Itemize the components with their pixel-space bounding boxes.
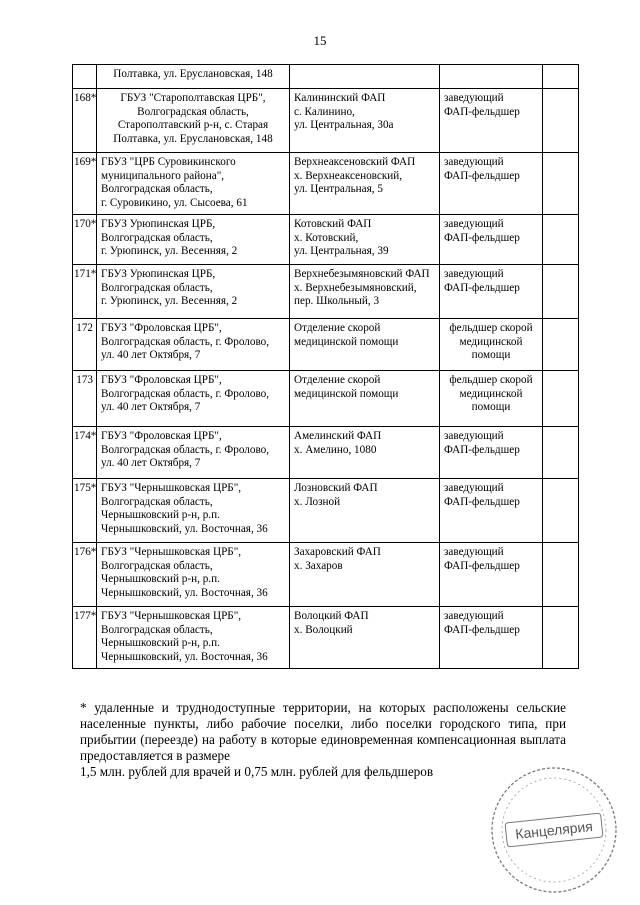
position-cell: заведующий ФАП-фельдшер [440,265,543,319]
table-row [73,427,579,479]
unit-cell [290,65,440,89]
row-number: 168* [73,89,97,153]
extra-cell [543,543,579,607]
position-cell: заведующий ФАП-фельдшер [440,607,543,669]
organization-cell: Полтавка, ул. Еруслановская, 148 [97,65,290,89]
row-number: 176* [73,543,97,607]
position-cell: фельдшер скорой медицинской помощи [440,319,543,371]
extra-cell [543,319,579,371]
footnote-text: * удаленные и труднодоступные территории, на которых расположены сельские населенные пункты, либо рабочие поселки, либо поселки городского типа, при прибытии (переезде) на работу в которые единовременная компенсационная выплата предоставляется в размере [80,700,566,763]
unit-cell: Амелинский ФАП х. Амелино, 1080 [290,427,440,479]
extra-cell [543,153,579,215]
organization-cell: ГБУЗ "Фроловская ЦРБ", Волгоградская область, г. Фролово, ул. 40 лет Октября, 7 [97,371,290,427]
unit-cell: Калининский ФАП с. Калинино, ул. Центральная, 30а [290,89,440,153]
row-number: 177* [73,607,97,669]
extra-cell [543,89,579,153]
row-number: 174* [73,427,97,479]
organization-cell: ГБУЗ "Чернышковская ЦРБ", Волгоградская область, Чернышковский р-н, р.п. Чернышковский, ул. Восточная, 36 [97,607,290,669]
organization-cell: ГБУЗ "Старополтавская ЦРБ", Волгоградская область, Старополтавский р-н, с. Старая Полтавка, ул. Еруслановская, 148 [97,89,290,153]
position-cell: заведующий ФАП-фельдшер [440,215,543,265]
extra-cell [543,371,579,427]
row-number: 173 [73,371,97,427]
table-row [73,265,579,319]
row-number: 175* [73,479,97,543]
unit-cell: Отделение скорой медицинской помощи [290,371,440,427]
extra-cell [543,215,579,265]
table-row [73,65,579,89]
unit-cell: Лозновский ФАП х. Лозной [290,479,440,543]
organization-cell: ГБУЗ "Чернышковская ЦРБ", Волгоградская область, Чернышковский р-н, р.п. Чернышковский, ул. Восточная, 36 [97,479,290,543]
office-stamp [484,760,624,900]
footnote-last-line: 1,5 млн. рублей для врачей и 0,75 млн. рублей для фельдшеров [80,764,434,779]
positions-table [72,64,579,669]
table-row [73,479,579,543]
table-row [73,153,579,215]
extra-cell [543,265,579,319]
row-number: 170* [73,215,97,265]
unit-cell: Верхнебезымяновский ФАП х. Верхнебезымяновский, пер. Школьный, 3 [290,265,440,319]
organization-cell: ГБУЗ "ЦРБ Суровикинского муниципального района", Волгоградская область, г. Суровикино, ул. Сысоева, 61 [97,153,290,215]
organization-cell: ГБУЗ "Фроловская ЦРБ", Волгоградская область, г. Фролово, ул. 40 лет Октября, 7 [97,427,290,479]
extra-cell [543,607,579,669]
unit-cell: Верхнеаксеновский ФАП х. Верхнеаксеновский, ул. Центральная, 5 [290,153,440,215]
extra-cell [543,65,579,89]
unit-cell: Волоцкий ФАП х. Волоцкий [290,607,440,669]
organization-cell: ГБУЗ Урюпинская ЦРБ, Волгоградская область, г. Урюпинск, ул. Весенняя, 2 [97,215,290,265]
row-number [73,65,97,89]
position-cell: заведующий ФАП-фельдшер [440,89,543,153]
table-row [73,371,579,427]
organization-cell: ГБУЗ "Фроловская ЦРБ", Волгоградская область, г. Фролово, ул. 40 лет Октября, 7 [97,319,290,371]
position-cell [440,65,543,89]
row-number: 172 [73,319,97,371]
row-number: 171* [73,265,97,319]
table-row [73,319,579,371]
table-row [73,543,579,607]
organization-cell: ГБУЗ "Чернышковская ЦРБ", Волгоградская область, Чернышковский р-н, р.п. Чернышковский, ул. Восточная, 36 [97,543,290,607]
position-cell: заведующий ФАП-фельдшер [440,427,543,479]
table-row [73,607,579,669]
position-cell: заведующий ФАП-фельдшер [440,543,543,607]
extra-cell [543,479,579,543]
position-cell: заведующий ФАП-фельдшер [440,479,543,543]
extra-cell [543,427,579,479]
page-number: 15 [313,33,327,48]
unit-cell: Отделение скорой медицинской помощи [290,319,440,371]
organization-cell: ГБУЗ Урюпинская ЦРБ, Волгоградская область, г. Урюпинск, ул. Весенняя, 2 [97,265,290,319]
stamp-text: Канцелярия [514,817,594,843]
row-number: 169* [73,153,97,215]
table-row [73,89,579,153]
position-cell: фельдшер скорой медицинской помощи [440,371,543,427]
unit-cell: Захаровский ФАП х. Захаров [290,543,440,607]
unit-cell: Котовский ФАП х. Котовский, ул. Центральная, 39 [290,215,440,265]
position-cell: заведующий ФАП-фельдшер [440,153,543,215]
table-row [73,215,579,265]
